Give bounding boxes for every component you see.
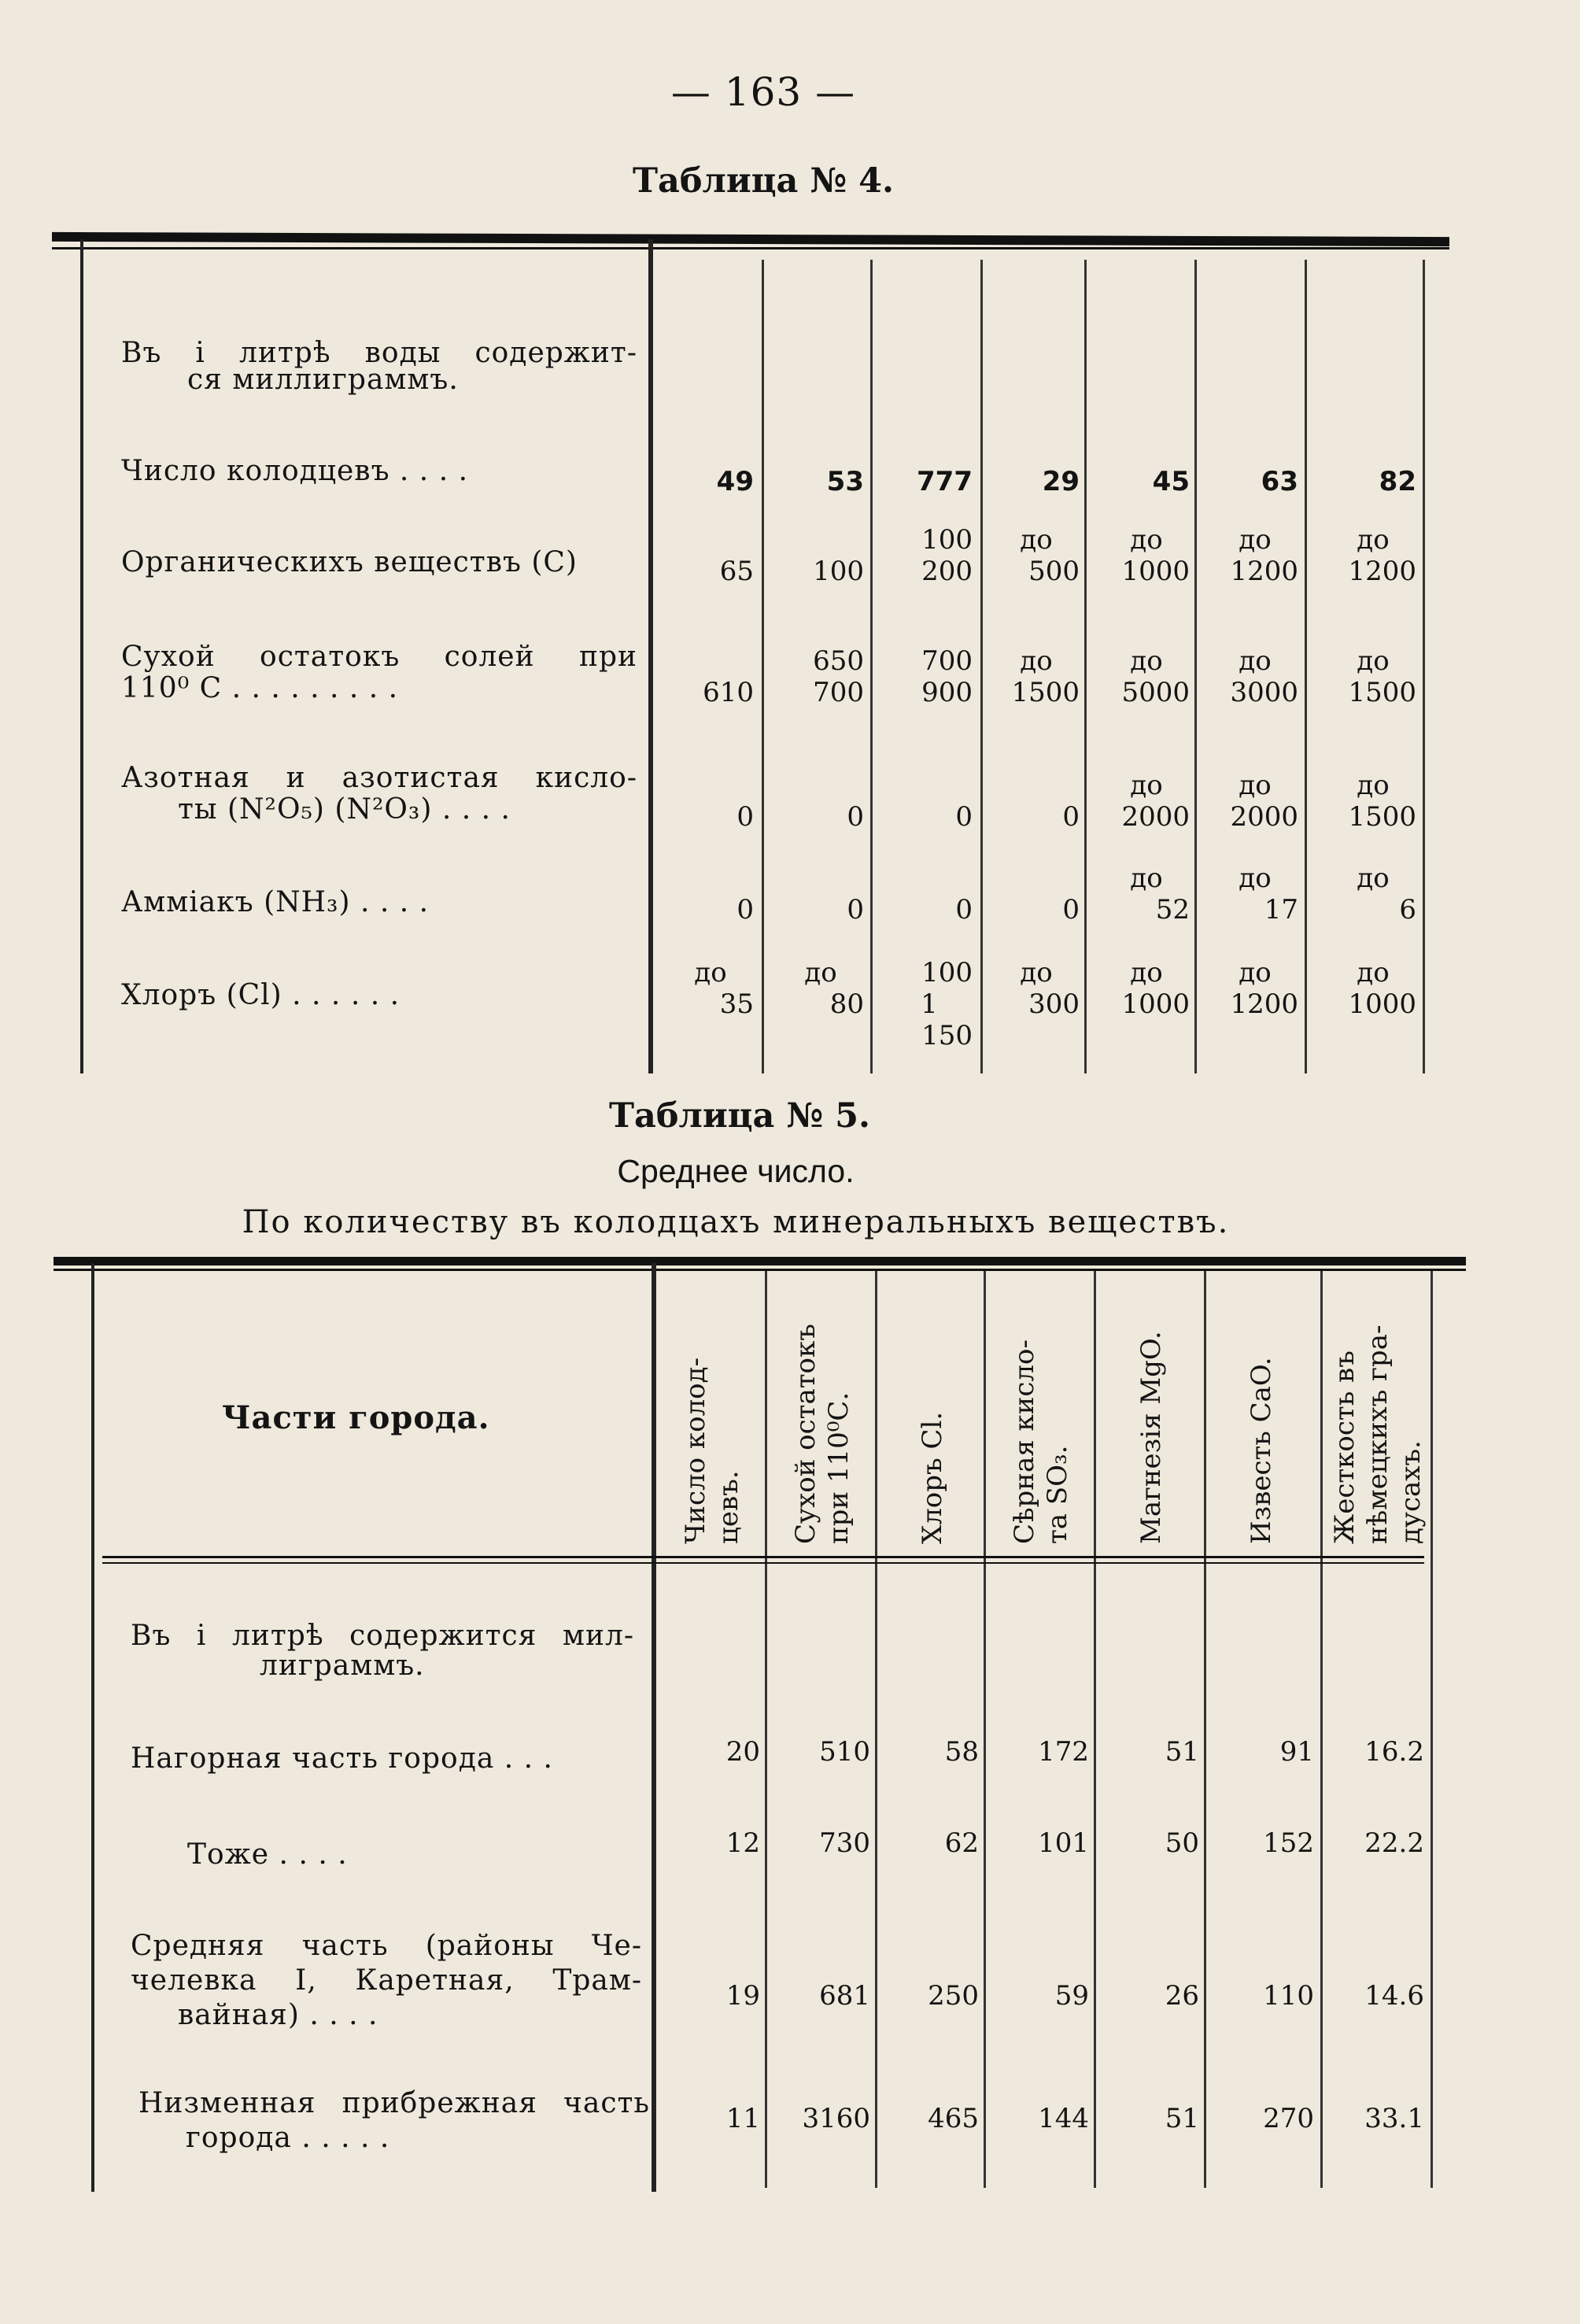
table4-row-label: Число колодцевъ . . . . [121, 455, 469, 487]
table5-col-line [1204, 1271, 1206, 2188]
table5-cell: 33.1 [1364, 2103, 1424, 2134]
table5-column-header: цевъ. [713, 1470, 744, 1544]
table4-cell: 700 [921, 645, 973, 677]
header-label-line: Въ і литрѣ воды содержит- [121, 337, 637, 369]
table4-cell: 0 [1062, 801, 1080, 833]
table5-cell: 730 [819, 1827, 870, 1859]
table5-subheader-2: лиграммъ. [260, 1650, 425, 1682]
table4-cell: 1000 [1121, 988, 1190, 1020]
table4-cell: до [1357, 957, 1390, 988]
table4-cell: до [804, 957, 837, 988]
table5-column-header: дусахъ. [1395, 1440, 1427, 1544]
table4-cell: 150 [921, 1020, 973, 1051]
table4-cell: 49 [716, 466, 754, 497]
table4-cell: 0 [1062, 894, 1080, 926]
table5-subtitle2: По количеству въ колодцахъ минеральныхъ веществъ. [242, 1204, 1230, 1240]
table5-col-line [875, 1271, 877, 2188]
table5-cell: 110 [1263, 1980, 1314, 2012]
table4-cell: 777 [917, 466, 973, 497]
subheader-line: Въ і литрѣ содержится мил- [131, 1620, 634, 1652]
table4-cell: до [1130, 863, 1163, 894]
table4-cell: 610 [703, 677, 754, 708]
table5-column-header: та SO₃. [1042, 1445, 1073, 1544]
table5-title: Таблица № 5. [609, 1096, 870, 1136]
table5-col-line [765, 1271, 767, 2188]
table4-cell: 1500 [1348, 801, 1416, 833]
table4-cell: 52 [1155, 894, 1190, 926]
table4-cell: 900 [921, 677, 973, 708]
table4-cell: 1200 [1230, 988, 1298, 1020]
table5-cell: 250 [928, 1980, 979, 2012]
table4-row-label: Азотная и азотистая кисло- [121, 762, 637, 794]
table4-cell: 300 [1028, 988, 1080, 1020]
table5-cell: 22.2 [1364, 1827, 1424, 1859]
table5-cell: 20 [725, 1736, 760, 1768]
table4-cell: 100 [813, 556, 864, 587]
table4-cell: 0 [847, 801, 864, 833]
table4-cell: до [1130, 957, 1163, 988]
table5-cell: 101 [1038, 1827, 1089, 1859]
table4-row-label: ты (N²O₅) (N²O₃) . . . . [178, 793, 511, 826]
table4-cell: 3000 [1230, 677, 1298, 708]
table5-row-label: вайная) . . . . [178, 1999, 378, 2031]
table4-cell: 100 [921, 957, 973, 988]
table5-cell: 59 [1054, 1980, 1089, 2012]
table5-column-header: Число колод- [680, 1357, 711, 1544]
table4-cell: 6 [1399, 894, 1416, 926]
table5-subheader [131, 1620, 634, 1653]
table5-row-label: Средняя часть (районы Че- [131, 1930, 642, 1962]
table5-cell: 62 [944, 1827, 979, 1859]
table4-cell: 63 [1261, 466, 1298, 497]
table5-column-header: Сухой остатокъ [790, 1324, 821, 1544]
table4-cell: 1500 [1348, 677, 1416, 708]
table5-row-label: Тоже . . . . [187, 1838, 348, 1871]
table5-col-line [1320, 1271, 1323, 2188]
table5-cell: 19 [725, 1980, 760, 2012]
table4-cell: до [1020, 957, 1053, 988]
table4-row-label: Сухой остатокъ солей при [121, 641, 637, 673]
table4-cell: до [1130, 770, 1163, 801]
table4-cell: 0 [736, 801, 754, 833]
table5-left-border [91, 1263, 94, 2192]
table4-cell: до [1357, 770, 1390, 801]
table4-row-label: Амміакъ (NH₃) . . . . [121, 886, 430, 918]
table5-col-line [1430, 1271, 1433, 2188]
table4-cell: до [1239, 524, 1272, 556]
table5-header-rule-thin [102, 1562, 1424, 1564]
table4-cell: до [1020, 645, 1053, 677]
table4-cell: 1000 [1121, 556, 1190, 587]
table5-cell: 465 [928, 2103, 979, 2134]
table5-cell: 58 [944, 1736, 979, 1768]
table5-cell: 11 [725, 2103, 760, 2134]
table5-subtitle: Среднее число. [617, 1153, 855, 1189]
table4-cell: 45 [1152, 466, 1190, 497]
table4-cell: до [1239, 645, 1272, 677]
table5-cell: 14.6 [1364, 1980, 1424, 2012]
table5-cell: 51 [1165, 1736, 1199, 1768]
table4-cell: 53 [826, 466, 864, 497]
table5-cell: 26 [1165, 1980, 1199, 2012]
table4-col-line [1423, 260, 1425, 1073]
table5-cell: 12 [725, 1827, 760, 1859]
table4-divider [648, 239, 653, 1073]
table4-cell: 65 [719, 556, 754, 587]
table5-cell: 270 [1263, 2103, 1314, 2134]
table4-cell: до [1239, 863, 1272, 894]
table4-cell: 0 [736, 894, 754, 926]
page-number: — 163 — [670, 69, 856, 115]
table5-cell: 16.2 [1364, 1736, 1424, 1768]
table5-row-label: Нагорная часть города . . . [131, 1742, 553, 1775]
table4-cell: 1200 [1348, 556, 1416, 587]
table5-cell: 172 [1038, 1736, 1089, 1768]
table4-cell: 1000 [1348, 988, 1416, 1020]
table4-cell: 80 [829, 988, 864, 1020]
table5-cell: 3160 [802, 2103, 870, 2134]
table5-cell: 91 [1279, 1736, 1314, 1768]
table4-cell: 2000 [1230, 801, 1298, 833]
table5-cell: 144 [1038, 2103, 1089, 2134]
table4-cell: 5000 [1121, 677, 1190, 708]
table4-cell: до [1357, 863, 1390, 894]
table4-cell: до [1357, 645, 1390, 677]
table5-column-header: Известь CaO. [1246, 1357, 1277, 1544]
table4-row-label: Хлоръ (Cl) . . . . . . [121, 979, 401, 1011]
table4-cell: 650 [813, 645, 864, 677]
table4-cell: 29 [1042, 466, 1080, 497]
table4-cell: 100 [921, 524, 973, 556]
table5-column-header: при 110⁰С. [823, 1391, 855, 1544]
table4-cell: 0 [955, 894, 973, 926]
table5-cell: 51 [1165, 2103, 1199, 2134]
table5-top-rule [54, 1257, 1466, 1265]
table4-cell: до [1130, 645, 1163, 677]
table4-cell: 700 [813, 677, 864, 708]
table4-row-label: Органическихъ веществъ (С) [121, 546, 578, 578]
table4-cell: 0 [955, 801, 973, 833]
table4-col-line [980, 260, 983, 1073]
table4-row-label: 110⁰ С . . . . . . . . . [121, 672, 399, 704]
table5-col-line [984, 1271, 986, 2188]
table5-cell: 50 [1165, 1827, 1199, 1859]
table5-cell: 681 [819, 1980, 870, 2012]
table4-cell: 17 [1264, 894, 1298, 926]
table4-top-rule [52, 232, 1449, 246]
table4-cell: 1 [921, 988, 938, 1020]
table4-cell: до [1239, 957, 1272, 988]
table4-cell: 82 [1379, 466, 1416, 497]
table5-col-line [1094, 1271, 1096, 2188]
table4-cell: 1200 [1230, 556, 1298, 587]
table5-divider [652, 1263, 656, 2192]
table4-cell: 35 [719, 988, 754, 1020]
table5-top-rule-thin [54, 1269, 1466, 1271]
table4-cell: 200 [921, 556, 973, 587]
table5-column-header: Сѣрная кисло- [1009, 1339, 1040, 1544]
table5-row-label: челевка I, Каретная, Трам- [131, 1964, 642, 1997]
table5-column-header: Жесткость въ [1329, 1350, 1360, 1544]
table4-cell: 0 [847, 894, 864, 926]
table5-cell: 152 [1263, 1827, 1314, 1859]
table4-col-line [1194, 260, 1197, 1073]
table4-cell: до [1020, 524, 1053, 556]
table5-row-label: Низменная прибрежная часть [138, 2087, 650, 2119]
table4-top-rule-thin [52, 247, 1449, 249]
table4-cell: 1500 [1011, 677, 1080, 708]
table5-row-label: города . . . . . [186, 2122, 390, 2154]
table4-cell: до [1130, 524, 1163, 556]
table4-title: Таблица № 4. [633, 161, 894, 201]
table5-cell: 510 [819, 1736, 870, 1768]
table5-column-header: Хлоръ Cl. [917, 1411, 948, 1544]
table4-col-line [1305, 260, 1307, 1073]
table4-col-line [1084, 260, 1087, 1073]
table4-left-border [80, 239, 83, 1073]
table4-cell: до [694, 957, 727, 988]
table5-header-rule [102, 1556, 1424, 1558]
table4-header-label-2: ся миллиграммъ. [187, 364, 459, 396]
table5-column-header: нѣмецкихъ гра- [1362, 1325, 1394, 1544]
table4-cell: до [1357, 524, 1390, 556]
table5-column-header: Магнезія MgO. [1135, 1331, 1167, 1544]
table4-cell: 2000 [1121, 801, 1190, 833]
table5-first-header: Части города. [222, 1399, 490, 1436]
table4-cell: до [1239, 770, 1272, 801]
table4-cell: 500 [1028, 556, 1080, 587]
